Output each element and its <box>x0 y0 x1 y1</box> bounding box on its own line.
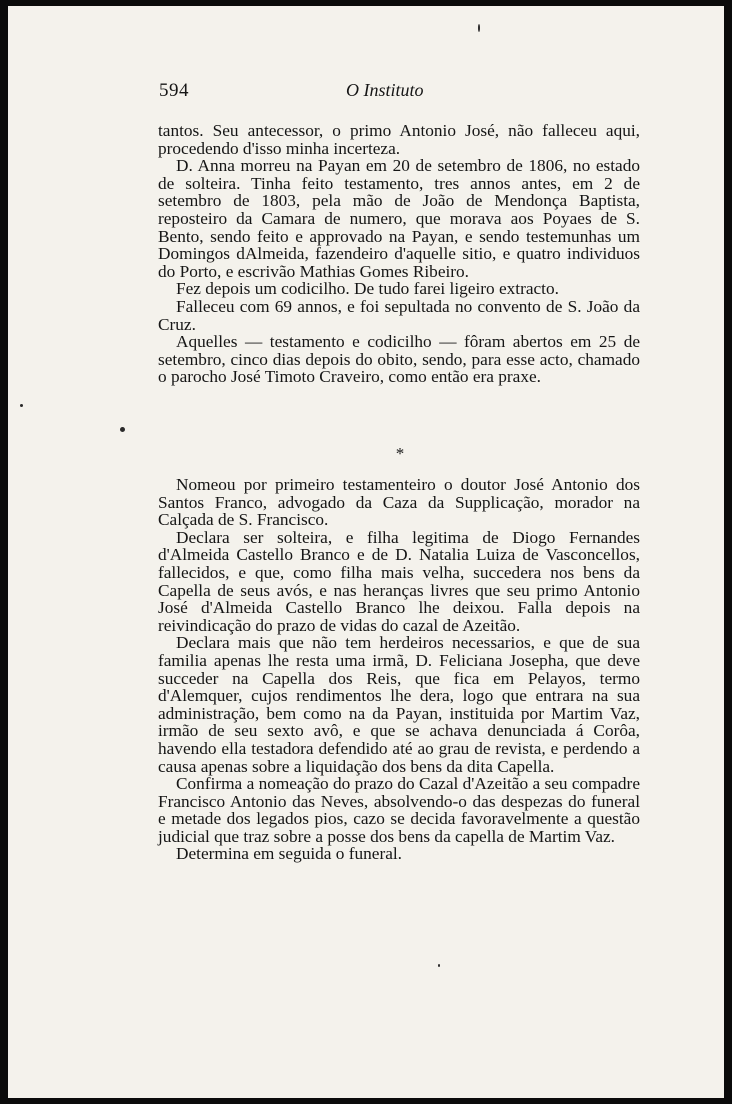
paragraph: Declara mais que não tem herdeiros necessarios, e que de sua familia apenas lhe resta uma irmã, D. Feliciana Josepha, que deve succeder na Capella dos Reis, que fica em Pelayos, termo d'Alemquer, cujos rendimentos lhe dera, logo que entrara na sua administração, bem como na da Payan, instituida por Martim Vaz, irmão de seu sexto avô, e que se achava denunciada á Corôa, havendo ella testadora defendido até ao grau de revista, e perdendo a causa apenas sobre a liquidação dos bens da dita Capella. <box>158 633 640 776</box>
print-speck <box>438 964 440 967</box>
paragraph: Determina em seguida o funeral. <box>176 844 403 864</box>
page-header <box>8 80 724 104</box>
page-number: 594 <box>159 80 189 101</box>
paragraph: Falleceu com 69 annos, e foi sepultada no convento de S. João da Cruz. <box>158 296 640 334</box>
paragraph: Aquelles — testamento e codicilho — fôram abertos em 25 de setembro, cinco dias depois do obito, sendo, para esse acto, chamado o parocho José Timoto Craveiro, como então era praxe. <box>158 332 640 387</box>
text-block-top <box>158 122 640 386</box>
paragraph: Declara ser solteira, e filha legitima de Diogo Fernandes d'Almeida Castello Branco e de D. Natalia Luiza de Vasconcellos, fallecidos, e que, como filha mais velha, succedera nos bens da Capella de seus avós, e nas heranças livres que seu primo Antonio José d'Almeida Castello Branco lhe deixou. Falla depois na reivindicação do prazo de vidas do cazal de Azeitão. <box>158 527 640 635</box>
running-title: O Instituto <box>346 80 424 100</box>
paragraph: tantos. Seu antecessor, o primo Antonio José, não falleceu aqui, procedendo d'isso minha incerteza. <box>158 121 640 158</box>
print-speck <box>120 427 125 432</box>
section-separator: * <box>395 444 405 463</box>
paragraph: Confirma a nomeação do prazo do Cazal d'Azeitão a seu compadre Francisco Antonio das Neves, absolvendo-o das despezas do funeral e metade dos legados pios, cazo se decida favoravelmente a questão judicial que traz sobre a posse dos bens da capella de Martim Vaz. <box>158 774 640 846</box>
print-speck <box>20 404 23 407</box>
paragraph: Nomeou por primeiro testamenteiro o doutor José Antonio dos Santos Franco, advogado da Caza da Supplicação, morador na Calçada de S. Francisco. <box>158 475 640 530</box>
print-speck <box>478 24 480 32</box>
paragraph: D. Anna morreu na Payan em 20 de setembro de 1806, no estado de solteira. Tinha feito testamento, tres annos antes, em 2 de setembro de 1803, pela mão de João de Mendonça Baptista, reposteiro da Camara de numero, que morava aos Poyaes de S. Bento, sendo feito e approvado na Payan, e sendo testemunhas um Domingos dAlmeida, fazendeiro d'aquelle sitio, e quatro individuos do Porto, e escrivão Mathias Gomes Ribeiro. <box>158 156 640 281</box>
book-page <box>8 6 724 1098</box>
text-block-bottom <box>158 476 640 863</box>
paragraph: Fez depois um codicilho. De tudo farei ligeiro extracto. <box>176 279 559 299</box>
